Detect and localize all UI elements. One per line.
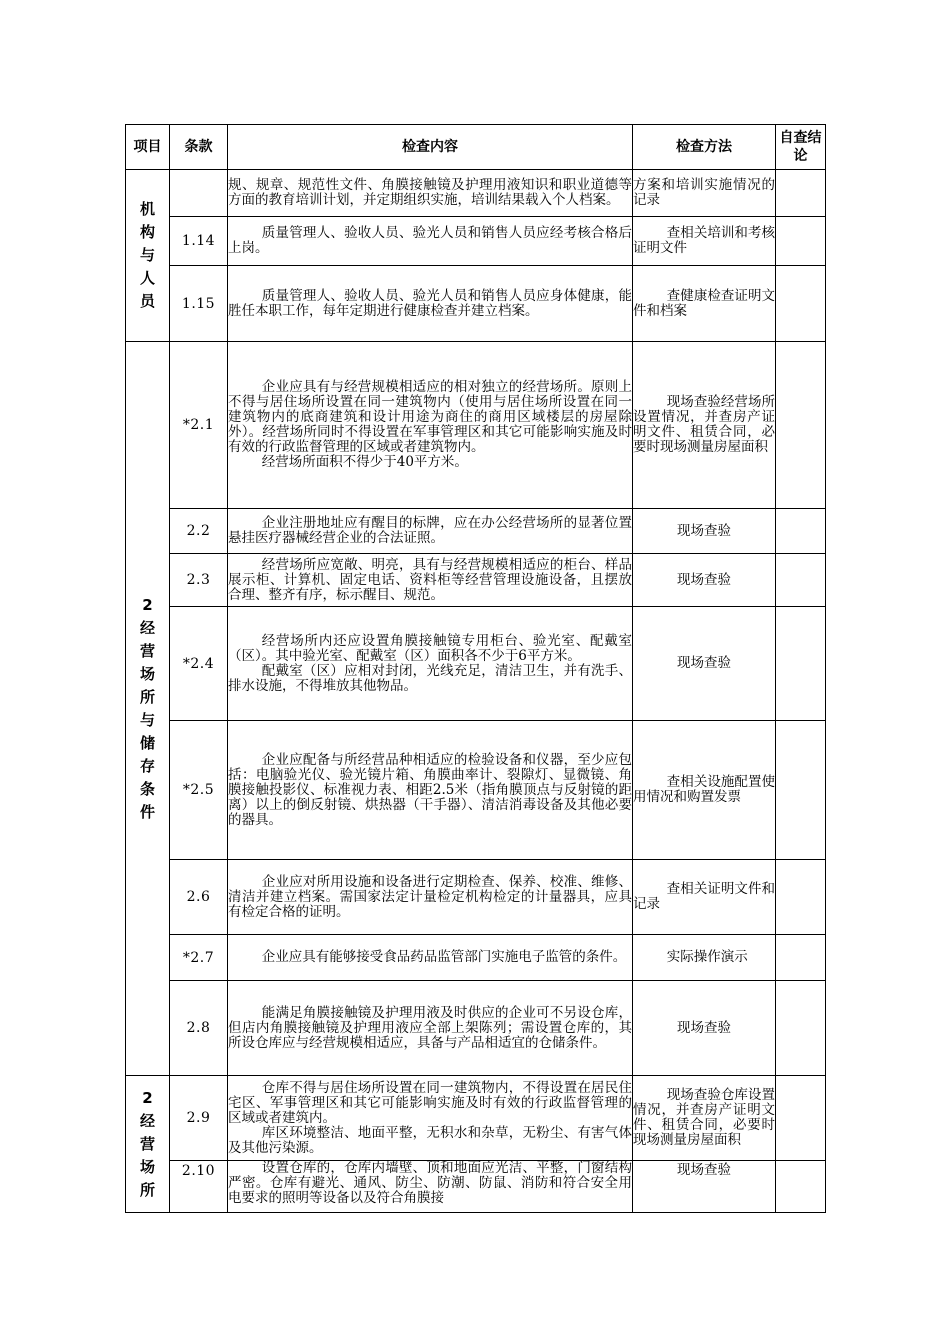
content-cell: 设置仓库的，仓库内墙壁、顶和地面应光洁、平整，门窗结构严密。仓库有避光、通风、防尘、防潮、防鼠、消防和符合安全用电要求的照明等设备以及符合角膜接 bbox=[228, 1161, 633, 1213]
section-label-organization: 机 构 与 人 员 bbox=[126, 170, 170, 342]
table-row bbox=[126, 935, 826, 981]
content-cell: 企业应配备与所经营品种相适应的检验设备和仪器，至少应包括：电脑验光仪、验光镜片箱、角膜曲率计、裂隙灯、显微镜、角膜接触投影仪、标准视力表、相距2.5米（指角膜顶点与反射镜的距离）以上的倒反射镜、烘热器（干手器）、清洁消毒设备及其他必要的器具。 bbox=[228, 721, 633, 860]
clause-cell: 2.8 bbox=[170, 981, 228, 1076]
method-cell: 查相关培训和考核证明文件 bbox=[633, 217, 776, 266]
header-self-check: 自查结论 bbox=[776, 125, 826, 170]
clause-cell: 2.6 bbox=[170, 860, 228, 935]
clause-cell: 1.15 bbox=[170, 266, 228, 342]
method-cell: 现场查验 bbox=[633, 554, 776, 607]
self-check-cell[interactable] bbox=[776, 217, 826, 266]
method-cell: 现场查验 bbox=[633, 509, 776, 554]
content-cell: 经营场所内还应设置角膜接触镜专用柜台、验光室、配戴室（区）。其中验光室、配戴室（区）面积各不少于6平方米。 配戴室（区）应相对封闭，光线充足，清洁卫生，并有洗手、排水设施，不得堆放其他物品。 bbox=[228, 607, 633, 721]
table-row bbox=[126, 217, 826, 266]
method-cell: 查相关证明文件和记录 bbox=[633, 860, 776, 935]
table-row bbox=[126, 981, 826, 1076]
content-cell: 企业应具有能够接受食品药品监管部门实施电子监管的条件。 bbox=[228, 935, 633, 981]
self-check-cell[interactable] bbox=[776, 1161, 826, 1213]
content-cell: 能满足角膜接触镜及护理用液及时供应的企业可不另设仓库，但店内角膜接触镜及护理用液应全部上架陈列；需设置仓库的，其所设仓库应与经营规模相适应，具备与产品相适宜的仓储条件。 bbox=[228, 981, 633, 1076]
content-cell: 企业应对所用设施和设备进行定期检查、保养、校准、维修、清洁并建立档案。需国家法定计量检定机构检定的计量器具，应具有检定合格的证明。 bbox=[228, 860, 633, 935]
header-item: 项目 bbox=[126, 125, 170, 170]
content-cell: 规、规章、规范性文件、角膜接触镜及护理用液知识和职业道德等方面的教育培训计划，并定期组织实施，培训结果载入个人档案。 bbox=[228, 170, 633, 217]
content-cell: 企业注册地址应有醒目的标牌，应在办公经营场所的显著位置悬挂医疗器械经营企业的合法证照。 bbox=[228, 509, 633, 554]
table-row bbox=[126, 342, 826, 509]
method-cell: 现场查验 bbox=[633, 1161, 776, 1213]
self-check-cell[interactable] bbox=[776, 1076, 826, 1161]
clause-cell: *2.5 bbox=[170, 721, 228, 860]
self-check-cell[interactable] bbox=[776, 607, 826, 721]
self-check-cell[interactable] bbox=[776, 509, 826, 554]
self-check-cell[interactable] bbox=[776, 981, 826, 1076]
table-row bbox=[126, 1076, 826, 1161]
content-cell: 质量管理人、验收人员、验光人员和销售人员应身体健康，能胜任本职工作，每年定期进行健康检查并建立档案。 bbox=[228, 266, 633, 342]
method-cell: 方案和培训实施情况的记录 bbox=[633, 170, 776, 217]
clause-cell: 2.2 bbox=[170, 509, 228, 554]
method-cell: 实际操作演示 bbox=[633, 935, 776, 981]
method-cell: 现场查验仓库设置情况，并查房产证明文件、租赁合同，必要时现场测量房屋面积 bbox=[633, 1076, 776, 1161]
clause-cell: 2.9 bbox=[170, 1076, 228, 1161]
self-check-cell[interactable] bbox=[776, 170, 826, 217]
clause-cell: 1.14 bbox=[170, 217, 228, 266]
self-check-cell[interactable] bbox=[776, 721, 826, 860]
inspection-table bbox=[125, 124, 826, 1213]
method-cell: 查健康检查证明文件和档案 bbox=[633, 266, 776, 342]
header-clause: 条款 bbox=[170, 125, 228, 170]
header-row bbox=[126, 125, 826, 170]
header-method: 检查方法 bbox=[633, 125, 776, 170]
self-check-cell[interactable] bbox=[776, 554, 826, 607]
table-row bbox=[126, 554, 826, 607]
method-cell: 现场查验 bbox=[633, 607, 776, 721]
self-check-cell[interactable] bbox=[776, 935, 826, 981]
table-row bbox=[126, 607, 826, 721]
clause-cell: *2.1 bbox=[170, 342, 228, 509]
clause-cell: *2.4 bbox=[170, 607, 228, 721]
self-check-cell[interactable] bbox=[776, 342, 826, 509]
table-row bbox=[126, 721, 826, 860]
content-cell: 仓库不得与居住场所设置在同一建筑物内，不得设置在居民住宅区、军事管理区和其它可能影响实施及时有效的行政监督管理的区域或者建筑内。 库区环境整洁、地面平整，无积水和杂草，无粉尘、有害气体及其他污染源。 bbox=[228, 1076, 633, 1161]
header-content: 检查内容 bbox=[228, 125, 633, 170]
clause-cell bbox=[170, 170, 228, 217]
self-check-cell[interactable] bbox=[776, 266, 826, 342]
table-row bbox=[126, 1161, 826, 1213]
clause-cell: 2.3 bbox=[170, 554, 228, 607]
table-row bbox=[126, 170, 826, 217]
table-row bbox=[126, 860, 826, 935]
table-row bbox=[126, 509, 826, 554]
section-label-premises: 2 经 营 场 所 bbox=[126, 1076, 170, 1213]
method-cell: 现场查验 bbox=[633, 981, 776, 1076]
self-check-cell[interactable] bbox=[776, 860, 826, 935]
table-row bbox=[126, 266, 826, 342]
clause-cell: 2.10 bbox=[170, 1161, 228, 1213]
content-cell: 经营场所应宽敞、明亮，具有与经营规模相适应的柜台、样品展示柜、计算机、固定电话、资料柜等经营管理设施设备，且摆放合理、整齐有序，标示醒目、规范。 bbox=[228, 554, 633, 607]
method-cell: 查相关设施配置使用情况和购置发票 bbox=[633, 721, 776, 860]
section-label-premises-storage: 2 经 营 场 所 与 储 存 条 件 bbox=[126, 342, 170, 1076]
content-cell: 质量管理人、验收人员、验光人员和销售人员应经考核合格后上岗。 bbox=[228, 217, 633, 266]
content-cell: 企业应具有与经营规模相适应的相对独立的经营场所。原则上不得与居住场所设置在同一建筑物内（使用与居住场所设置在同一建筑物内的底商建筑和设计用途为商住的商用区域楼层的房屋除外）。经营场所同时不得设置在军事管理区和其它可能影响实施及时有效的行政监督管理的区域或者建筑物内。 经营场所面积不得少于40平方米。 bbox=[228, 342, 633, 509]
method-cell: 现场查验经营场所设置情况，并查房产证明文件、租赁合同，必要时现场测量房屋面积 bbox=[633, 342, 776, 509]
clause-cell: *2.7 bbox=[170, 935, 228, 981]
